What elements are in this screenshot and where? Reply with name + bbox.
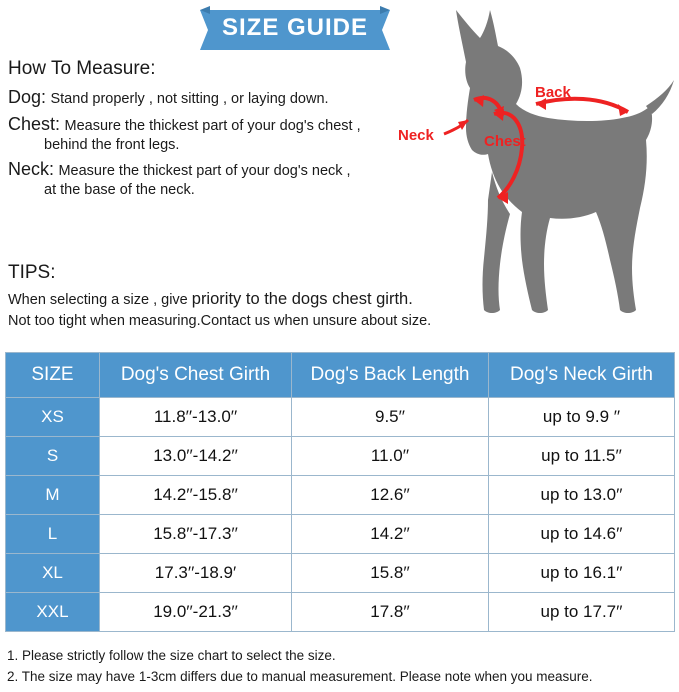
cell-size: XXL [6, 593, 100, 632]
measure-row-chest [8, 113, 408, 154]
annotation-neck: Neck [398, 127, 434, 144]
cell-neck: up to 13.0′′ [489, 476, 675, 515]
cell-neck: up to 9.9 ′′ [489, 398, 675, 437]
footnote-1: 1. Please strictly follow the size chart to select the size. [7, 648, 336, 663]
table-row [6, 476, 675, 515]
measure-text-neck: Measure the thickest part of your dog's neck , [58, 163, 351, 180]
footnotes [7, 646, 677, 688]
measure-text-chest: Measure the thickest part of your dog's chest , [64, 118, 361, 134]
cell-size: L [6, 515, 100, 554]
table-header-back-length: Dog's Back Length [292, 353, 489, 398]
cell-size: XL [6, 554, 100, 593]
cell-back: 14.2′′ [292, 515, 489, 554]
cell-back: 9.5′′ [292, 398, 489, 437]
size-guide-banner [200, 6, 390, 54]
table-header-row [6, 353, 675, 398]
measure-label-neck: Neck: [8, 159, 55, 180]
cell-back: 17.8′′ [292, 593, 489, 632]
cell-size: M [6, 476, 100, 515]
cell-neck: up to 11.5′′ [489, 437, 675, 476]
measure-text-dog: Stand properly , not sitting , or laying down. [50, 91, 329, 107]
tips-line-1-emphasis: priority to the dogs chest girth. [191, 290, 413, 308]
cell-neck: up to 14.6′′ [489, 515, 675, 554]
cell-back: 12.6′′ [292, 476, 489, 515]
annotation-chest: Chest [484, 133, 526, 150]
how-to-measure-heading: How To Measure: [8, 58, 156, 79]
table-row [6, 398, 675, 437]
dog-illustration [396, 2, 679, 332]
cell-size: S [6, 437, 100, 476]
table-row [6, 554, 675, 593]
banner-title: SIZE GUIDE [221, 14, 369, 41]
cell-neck: up to 17.7′′ [489, 593, 675, 632]
cell-chest: 13.0′′-14.2′′ [100, 437, 292, 476]
measure-label-dog: Dog: [8, 87, 47, 107]
table-row [6, 593, 675, 632]
table-header-chest-girth: Dog's Chest Girth [100, 353, 292, 398]
cell-back: 11.0′′ [292, 437, 489, 476]
cell-neck: up to 16.1′′ [489, 554, 675, 593]
dog-silhouette-icon [396, 2, 679, 332]
cell-back: 15.8′′ [292, 554, 489, 593]
tips-line-1-prefix: When selecting a size , give [8, 292, 192, 308]
table-header-size: SIZE [6, 353, 100, 398]
tips-heading: TIPS: [8, 262, 56, 283]
how-to-measure-block [8, 58, 408, 203]
cell-chest: 17.3′′-18.9′ [100, 554, 292, 593]
table-row [6, 437, 675, 476]
annotation-back: Back [535, 84, 571, 101]
cell-chest: 15.8′′-17.3′′ [100, 515, 292, 554]
measure-text-neck-cont: at the base of the neck. [44, 182, 195, 199]
measure-row-neck [8, 158, 408, 199]
table-row [6, 515, 675, 554]
measure-text-chest-cont: behind the front legs. [44, 137, 180, 153]
tips-line-2: Not too tight when measuring.Contact us when unsure about size. [8, 313, 432, 330]
cell-chest: 19.0′′-21.3′′ [100, 593, 292, 632]
measure-label-chest: Chest: [8, 114, 61, 134]
cell-size: XS [6, 398, 100, 437]
cell-chest: 14.2′′-15.8′′ [100, 476, 292, 515]
measure-row-dog [8, 86, 408, 109]
table-header-neck-girth: Dog's Neck Girth [489, 353, 675, 398]
footnote-2: 2. The size may have 1-3cm differs due to manual measurement. Please note when you measure. [7, 668, 593, 684]
size-chart-table [5, 352, 675, 632]
cell-chest: 11.8′′-13.0′′ [100, 398, 292, 437]
